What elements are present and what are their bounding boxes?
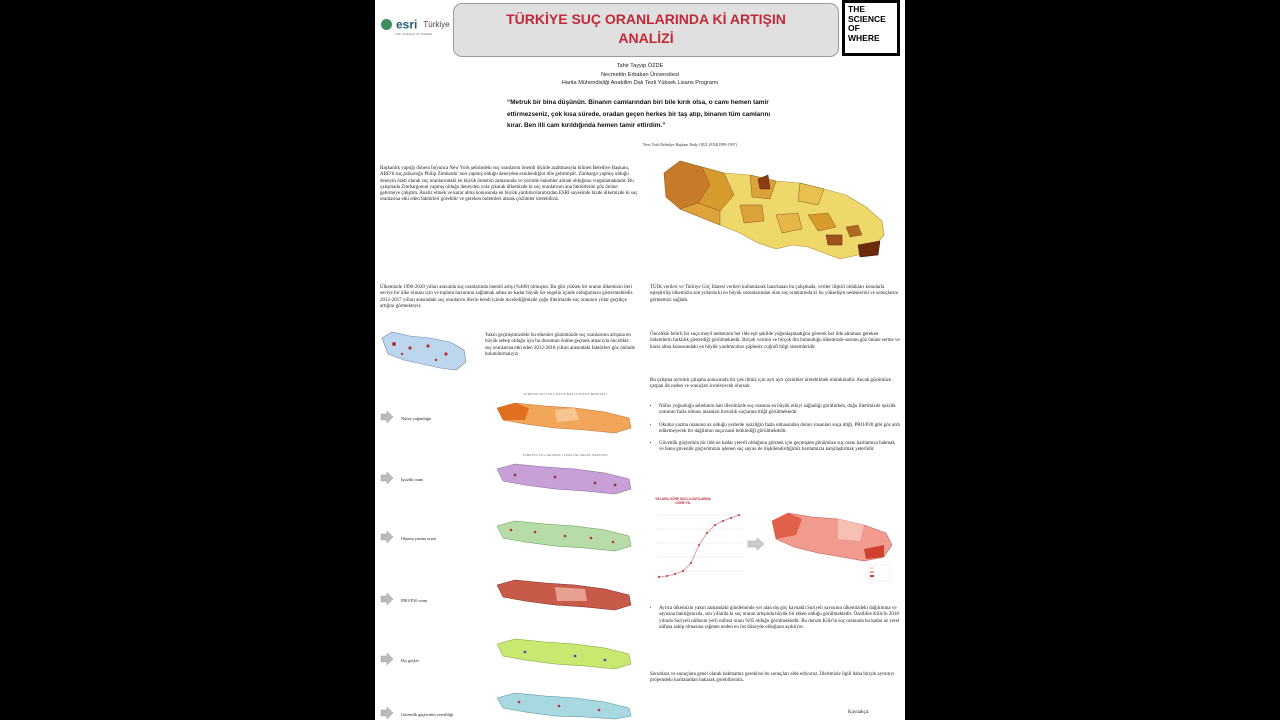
- quote-source: New York Belediye Başkanı Rudy GIULIANI(1989-1997): [643, 142, 737, 147]
- right-paragraph-3: Bu çalışma ayrıntılı çalışma sonucunda bir çok ilimiz için ayrı ayrı çözümler üretebilmek mümkündür. Ancak gözümüze çarpan ilk neden ve sonuçları inceleyecek olursak:: [650, 378, 892, 390]
- crime-trend-plot: [651, 505, 746, 589]
- factor-1-label: Nüfus yoğunluğu: [401, 416, 431, 421]
- right-paragraph-1: TÜİK verileri ve Türkiye Göç İdaresi verileri kullanılarak hazırlanan bu çalışmada, veriler ilişkili oldukları konularla eşleştirilip ülkemizin son yıllarda ki en büyük sorunlarından olan suç oranlarında ki bu yükselişin nedenlerini ve sonuçlarını görmemizi sağladı.: [650, 285, 899, 303]
- findings-list: [650, 404, 900, 460]
- intro-paragraph: Başkanlık yaptığı dönem boyunca New York şehrindeki suç oranlarını önemli ölçüde azaltmasıyla bilinen Belediye Başkanı, ABD'li suç psikoloğu Philip Zimbardo' nun yapmış olduğu deneyden esinlendiğini dile getirmiştir. Zimbargo yapmış olduğu deneyin özeti olarak suç oranlarındaki en büyük önlemin zamanında ve yerinde önlemler almak olduğunu vurgulamaktadır. Bu çalışmada Zimbargonun yapmış olduğu deneyden yola çıkarak ülkemizde ki suç oranlarının ana faktörlerini göz önüne getirmeye çalıştım. Analiz etmek ve karar alma konusunda en büyük yardımcılarımızdan ESRI sayesinde bizde ülkemizde ki suç oranlarına etki eden faktörleri görebilir ve gereken önlemleri alarak çözümler üretebiliriz.: [380, 166, 638, 203]
- poster-page: [375, 0, 905, 720]
- finding-3: • Güvenlik güçlerinin bir ilde ne kadar yeterli olduğunu görmek için geçmişten günümüze suç oranı haritamıza bakmak ve bunu güvenlik güçlerimizin işlenen suç sayısı ile ilişkilendirdiğimiz haritamızla karşılaştırmak yeterlidir.: [659, 441, 900, 454]
- arrow-right-icon: [380, 706, 394, 720]
- science-of-where-logo: [842, 0, 900, 56]
- population-map: [495, 400, 635, 436]
- finding-1: • Nüfus yoğunluğu sebebinin batı illerimizde suç oranına en büyük etkiyi sağladığı görülürken, doğu illerimizde işsizlik oranının fazla olması insanları hırsızlık suçlarına ittiği görülmektedir: [659, 404, 900, 417]
- poster-title: [454, 10, 838, 48]
- security-forces-map: [495, 690, 635, 720]
- crime-rate-map: [768, 505, 900, 585]
- arrow-right-icon: [380, 410, 394, 424]
- factor-5-label: Dış göçler: [401, 658, 419, 663]
- unemployment-map: [495, 461, 635, 497]
- science-of-where-text: THE SCIENCE OF WHERE: [848, 4, 886, 43]
- globe-icon: [381, 19, 392, 30]
- esri-logo: [381, 15, 450, 36]
- closing-paragraph: Sorunlara ve sonuçlara genel olarak bakmamız gerekirse bu sonuçları elde ediyoruz. İllerimizle ilgili daha birçok ayrıntıyı projemdeki haritalardan bakarak görebilirsiniz.: [650, 672, 895, 684]
- author-block: [375, 62, 905, 88]
- arrow-right-icon: [747, 537, 765, 551]
- turkey-small-map: [380, 328, 468, 374]
- left-paragraph-2: Yakın geçmişimizdeki bu etkenler günümüzde suç oranlarının artışına en büyük sebep olduğu için bu durumun önüne geçmek amacıyla öncelikle suç oranlarına etki eden 2012-2018 yılları arasındaki faktörleri göz önünde bulundurmalıyız: [485, 333, 635, 357]
- factor-6: [380, 706, 454, 720]
- arrow-right-icon: [380, 652, 394, 666]
- finding-2: • Okuma yazma oranının az olduğu yerlerde işsizliğin fazla olmasından dolayı insanları suça ittiği, PRO/P20 gibi göz ardı edilemeyecek bir dağılımın suça nasıl tetiklediği görülmektedir.: [659, 423, 900, 436]
- title-line-1: TÜRKİYE SUÇ ORANLARINDA Kİ ARTIŞIN: [506, 11, 786, 27]
- esri-wordmark: esri: [396, 17, 418, 32]
- author-name: Tahir Tayyip ÖZDE: [616, 63, 664, 69]
- title-line-2: ANALİZİ: [618, 30, 674, 46]
- factor-3-label: Okuma yazma oranı: [401, 536, 436, 541]
- unemployment-map-title: TÜRKİYE YILLAR BAZLI İŞSİZLİK ORANI HARİTASI: [522, 453, 608, 457]
- factor-5: [380, 652, 419, 671]
- arrow-right-icon: [380, 530, 394, 544]
- factor-4-label: PRO/P20 oranı: [401, 598, 428, 603]
- arrow-right-icon: [380, 592, 394, 606]
- population-map-title: TÜRKİYE 2012 YILI İLLER BAZLI NÜFUS HARİTASI: [523, 392, 607, 396]
- title-banner: [453, 3, 839, 57]
- esri-country: Türkiye: [423, 19, 450, 29]
- chart-title: YILLARA GÖRE SUÇLU SAYILARINA GÖRE YIL: [655, 497, 711, 505]
- author-university: Necmettin Erbakan Üniversitesi: [600, 71, 680, 78]
- factor-1: [380, 410, 431, 429]
- turkey-crime-map: [658, 155, 888, 270]
- left-paragraph-1: Ülkemizde 1990-2020 yılları arasında suç oranlarında önemli artış (%400) olmuştur. Bu gibi yüksek bir oranın ülkemizin ileri seviye bir ülke olması için ve toplum huzurunu sağlamak adına ne kadar büyük bir engelin içinde olduğumuzu göstermektedir. 2012-2017 yılları arasındaki suç oranlarını illerin kendi içinde incelediğimizde çoğu illerimizde suç oranının yıllar geçtikçe artığını görmekteyiz: [380, 285, 634, 309]
- migration-map: [495, 636, 635, 672]
- esri-tagline: THE SCIENCE OF WHERE: [395, 32, 433, 36]
- crime-trend-chart: [651, 497, 746, 589]
- factor-3: [380, 530, 436, 549]
- factor-6-label: Güvenlik güçlerinin yeterliliği: [401, 712, 454, 717]
- migration-finding: [650, 606, 900, 637]
- factor-2-label: İşsizlik oranı: [401, 477, 424, 482]
- sources-label: Kaynakça:: [848, 710, 870, 715]
- arrow-right-icon: [380, 471, 394, 485]
- literacy-map: [495, 518, 635, 554]
- factor-4: [380, 592, 428, 611]
- finding-4: • Ayrıca ülkemizin yakın zamandaki gündeminde yer alan dış göç kaynaklı Suriyeli sayısının ülkemizdeki dağılımına ve sayısına baktığımızda, son yıllarda ki suç oranın artışında büyük bir etken olduğu görülmektedir. Özellikle Kilis'in 2018 yılında Suriyeli nüfusun yerli nüfusa oranı %95 olduğu görülmektedir. Bu durum Kilis'in suç oranında bu kadar az yerel nüfusa sahip olmasına rağmen neden en üst düzeyde olduğunu açıklıyor.: [659, 606, 900, 631]
- author-program: Harita Mühendisliği Anabilim Dalı Tezli Yüksek Lisans Programı: [561, 80, 719, 86]
- pro-p20-map: [495, 577, 635, 613]
- giuliani-quote: “Metruk bir bina düşünün. Binanın camlarından biri bile kırık olsa, o camı hemen tamir ettirmezseniz, çok kısa sürede, oradan geçen herkes bir taş atıp, binanın tüm camlarını kırar. Ben illi cam kırıldığında hemen tamir ettirdim.”: [507, 99, 771, 130]
- right-paragraph-2: Öncelikle belirli bir suça meyil nedeninin her ilde eşit şekilde yoğunlaşmadığını görerek her ilde alınması gereken önlemlerin farklılık gösterdiği görülmektedir. Birçok verinin ve birçok ilin bulunduğu ülkemizde sorunu göz önüne serme ve karar alma konusundaki en büyük yardımcımız şüphesiz coğrafi bilgi sistemleridir.: [650, 332, 900, 350]
- factor-2: [380, 471, 424, 490]
